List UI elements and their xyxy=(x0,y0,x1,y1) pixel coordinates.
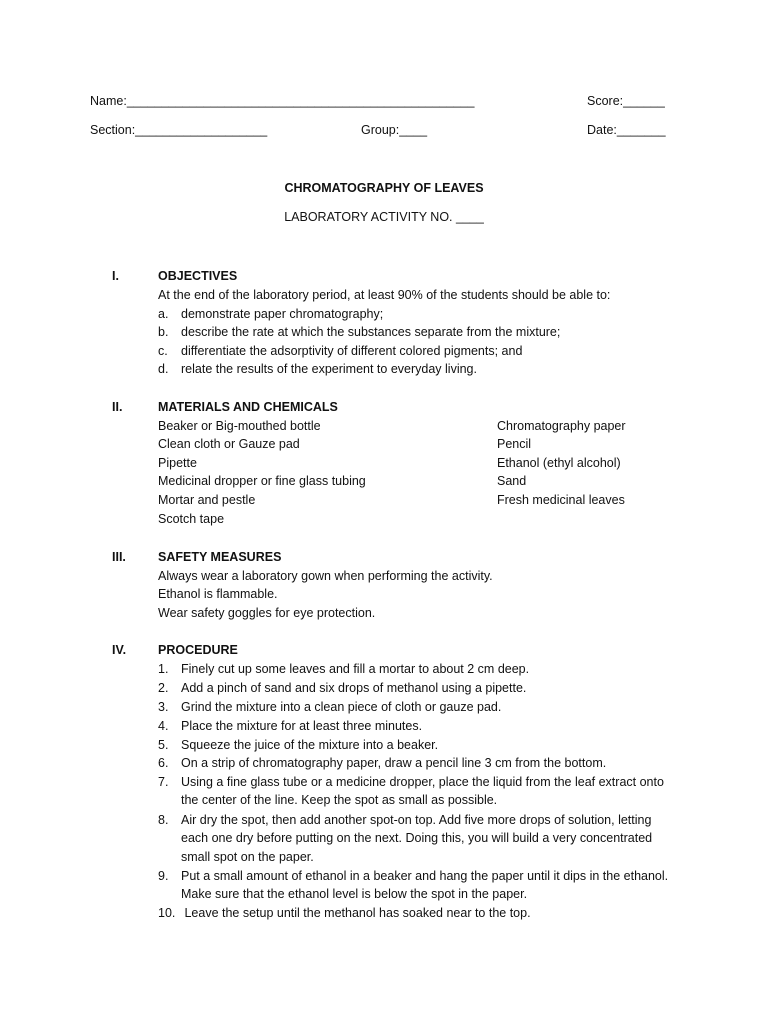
procedure-numeral: IV. xyxy=(112,643,127,657)
procedure-step: 1. Finely cut up some leaves and fill a mortar to about 2 cm deep. xyxy=(158,662,530,676)
safety-heading: SAFETY MEASURES xyxy=(158,550,282,564)
name-field: Name:__________________________________________________ xyxy=(90,94,475,108)
material-item: Chromatography paper xyxy=(497,419,626,433)
procedure-step: 2. Add a pinch of sand and six drops of methanol using a pipette. xyxy=(158,681,527,695)
objective-item: a. demonstrate paper chromatography; xyxy=(158,307,384,321)
procedure-step: 3. Grind the mixture into a clean piece of cloth or gauze pad. xyxy=(158,700,502,714)
material-item: Pipette xyxy=(158,456,197,470)
group-field: Group:____ xyxy=(361,123,428,137)
procedure-step: 7. Using a fine glass tube or a medicine dropper, place the liquid from the leaf extract onto the center of the line. Keep the spot as small as possible. xyxy=(158,775,664,807)
material-item: Mortar and pestle xyxy=(158,493,256,507)
material-item: Fresh medicinal leaves xyxy=(497,493,625,507)
material-item: Sand xyxy=(497,474,527,488)
materials-numeral: II. xyxy=(112,400,123,414)
procedure-step: 5. Squeeze the juice of the mixture into a beaker. xyxy=(158,738,439,752)
procedure-heading: PROCEDURE xyxy=(158,643,238,657)
materials-heading: MATERIALS AND CHEMICALS xyxy=(158,400,338,414)
material-item: Beaker or Big-mouthed bottle xyxy=(158,419,321,433)
material-item: Pencil xyxy=(497,437,532,451)
objectives-heading: OBJECTIVES xyxy=(158,269,238,283)
material-item: Clean cloth or Gauze pad xyxy=(158,437,300,451)
material-item: Ethanol (ethyl alcohol) xyxy=(497,456,621,470)
objectives-numeral: I. xyxy=(112,269,119,283)
objectives-intro: At the end of the laboratory period, at least 90% of the students should be able to: xyxy=(158,288,611,302)
procedure-step: 6. On a strip of chromatography paper, draw a pencil line 3 cm from the bottom. xyxy=(158,756,607,770)
safety-item: Ethanol is flammable. xyxy=(158,587,278,601)
date-field: Date:_______ xyxy=(587,123,666,137)
safety-item: Wear safety goggles for eye protection. xyxy=(158,606,376,620)
procedure-step: 4. Place the mixture for at least three minutes. xyxy=(158,719,423,733)
procedure-step: 8. Air dry the spot, then add another spot-on top. Add five more drops of solution, letting each one dry before putting on the next. Doing this, you will build a very concentrated small spot on the paper. xyxy=(158,813,653,864)
activity-number: LABORATORY ACTIVITY NO. ____ xyxy=(284,210,484,224)
procedure-step: 10. Leave the setup until the methanol has soaked near to the top. xyxy=(158,906,531,920)
safety-numeral: III. xyxy=(112,550,126,564)
section-field: Section:___________________ xyxy=(90,123,268,137)
safety-item: Always wear a laboratory gown when performing the activity. xyxy=(158,569,493,583)
score-field: Score:______ xyxy=(587,94,665,108)
material-item: Medicinal dropper or fine glass tubing xyxy=(158,474,366,488)
objective-item: b. describe the rate at which the substances separate from the mixture; xyxy=(158,325,561,339)
objective-item: d. relate the results of the experiment to everyday living. xyxy=(158,362,477,376)
material-item: Scotch tape xyxy=(158,512,225,526)
objective-item: c. differentiate the adsorptivity of different colored pigments; and xyxy=(158,344,523,358)
document-title: CHROMATOGRAPHY OF LEAVES xyxy=(284,181,484,195)
procedure-step: 9. Put a small amount of ethanol in a beaker and hang the paper until it dips in the ethanol. Make sure that the ethanol level is below the spot in the paper. xyxy=(158,869,669,901)
